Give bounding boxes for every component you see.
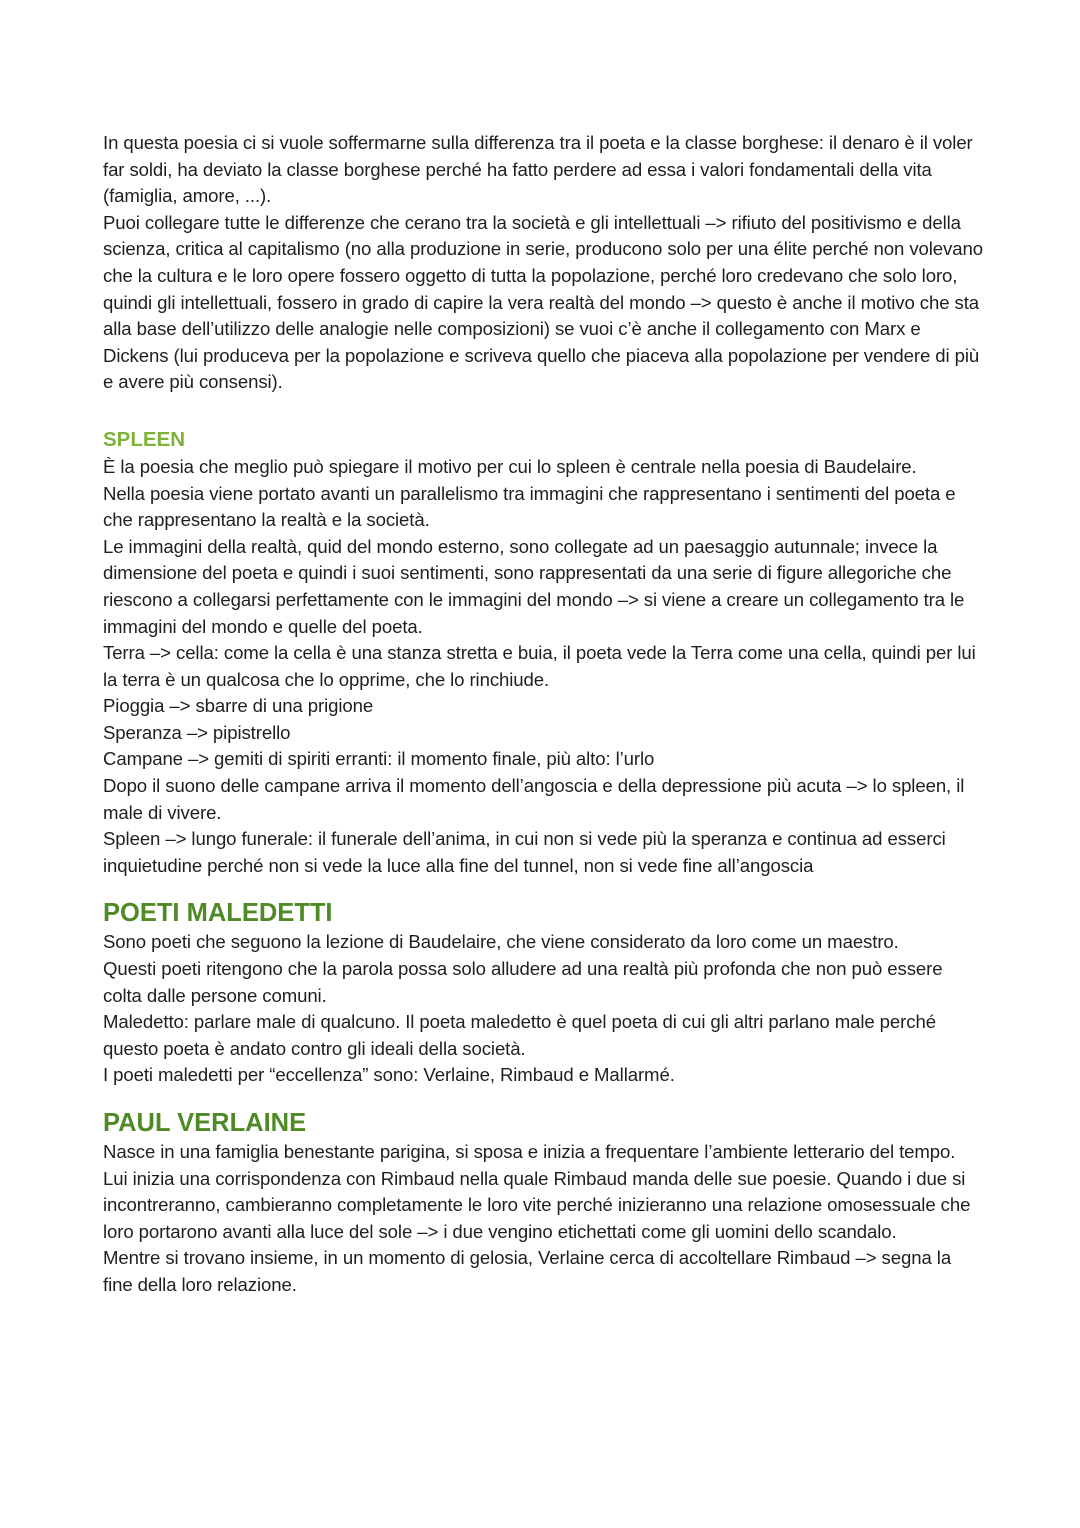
paragraph: Campane –> gemiti di spiriti erranti: il momento finale, più alto: l’urlo <box>103 748 655 770</box>
paragraph: Sono poeti che seguono la lezione di Baudelaire, che viene considerato da loro come un maestro. <box>103 931 899 953</box>
paragraph: I poeti maledetti per “eccellenza” sono: Verlaine, Rimbaud e Mallarmé. <box>103 1064 675 1086</box>
page-content <box>103 130 983 1299</box>
paragraph: Le immagini della realtà, quid del mondo esterno, sono collegate ad un paesaggio autunnale; invece la dimensione del poeta e quindi i suoi sentimenti, sono rappresentati da una serie di figure allegoriche che riescono a collegarsi perfettamente con le immagini del mondo –> si viene a creare un collegamento tra le immagini del mondo e quelle del poeta. <box>103 535 965 637</box>
paragraph: Speranza –> pipistrello <box>103 721 291 743</box>
poeti-maledetti-section <box>103 897 983 1089</box>
paragraph: Terra –> cella: come la cella è una stanza stretta e buia, il poeta vede la Terra come una cella, quindi per lui la terra è un qualcosa che lo opprime, che lo rinchiude. <box>103 642 976 690</box>
section-heading-poeti-maledetti: POETI MALEDETTI <box>103 899 333 928</box>
paragraph: Spleen –> lungo funerale: il funerale dell’anima, in cui non si vede più la speranza e continua ad esserci inquietudine perché non si vede la luce alla fine del tunnel, non si vede fine all’angoscia <box>103 828 946 876</box>
paragraph: Pioggia –> sbarre di una prigione <box>103 695 374 717</box>
paragraph: Dopo il suono delle campane arriva il momento dell’angoscia e della depressione più acuta –> lo spleen, il male di vivere. <box>103 775 965 823</box>
paragraph: In questa poesia ci si vuole soffermarne sulla differenza tra il poeta e la classe borghese: il denaro è il voler far soldi, ha deviato la classe borghese perché ha fatto perdere ad essa i valori fondamentali della vita (famiglia, amore, ...). <box>103 132 973 207</box>
section-heading-spleen: SPLEEN <box>103 427 186 451</box>
paragraph: È la poesia che meglio può spiegare il motivo per cui lo spleen è centrale nella poesia di Baudelaire. <box>103 455 917 477</box>
paragraph: Maledetto: parlare male di qualcuno. Il poeta maledetto è quel poeta di cui gli altri parlano male perché questo poeta è andato contro gli ideali della società. <box>103 1011 936 1059</box>
paragraph: Nella poesia viene portato avanti un parallelismo tra immagini che rappresentano i sentimenti del poeta e che rappresentano la realtà e la società. <box>103 482 956 531</box>
section-heading-paul-verlaine: PAUL VERLAINE <box>103 1109 307 1137</box>
paragraph: Mentre si trovano insieme, in un momento di gelosia, Verlaine cerca di accoltellare Rimbaud –> segna la fine della loro relazione. <box>103 1247 952 1295</box>
intro-section <box>103 130 983 396</box>
paul-verlaine-section <box>103 1107 983 1299</box>
paragraph: Nasce in una famiglia benestante parigina, si sposa e inizia a frequentare l’ambiente letterario del tempo. Lui inizia una corrispondenza con Rimbaud nella quale Rimbaud manda delle sue poesie. Quando i due si incontreranno, cambieranno completamente le loro vite perché inizieranno una relazione omosessuale che loro portarono avanti alla luce del sole –> i due vengino etichettati come gli uomini dello scandalo. <box>103 1141 971 1242</box>
paragraph: Puoi collegare tutte le differenze che cerano tra la società e gli intellettuali –> rifiuto del positivismo e della scienza, critica al capitalismo (no alla produzione in serie, producono solo per una élite perché non volevano che la cultura e le loro opere fossero oggetto di tutta la popolazione, perché loro credevano che solo loro, quindi gli intellettuali, fossero in grado di capire la vera realtà del mondo –> questo è anche il motivo che sta alla base dell’utilizzo delle analogie nelle composizioni) se vuoi c’è anche il collegamento con Marx e Dickens (lui produceva per la popolazione e scriveva quello che piaceva alla popolazione per vendere di più e avere più consensi). <box>103 211 983 393</box>
paragraph: Questi poeti ritengono che la parola possa solo alludere ad una realtà più profonda che non può essere colta dalle persone comuni. <box>103 958 943 1006</box>
spleen-section <box>103 426 983 880</box>
